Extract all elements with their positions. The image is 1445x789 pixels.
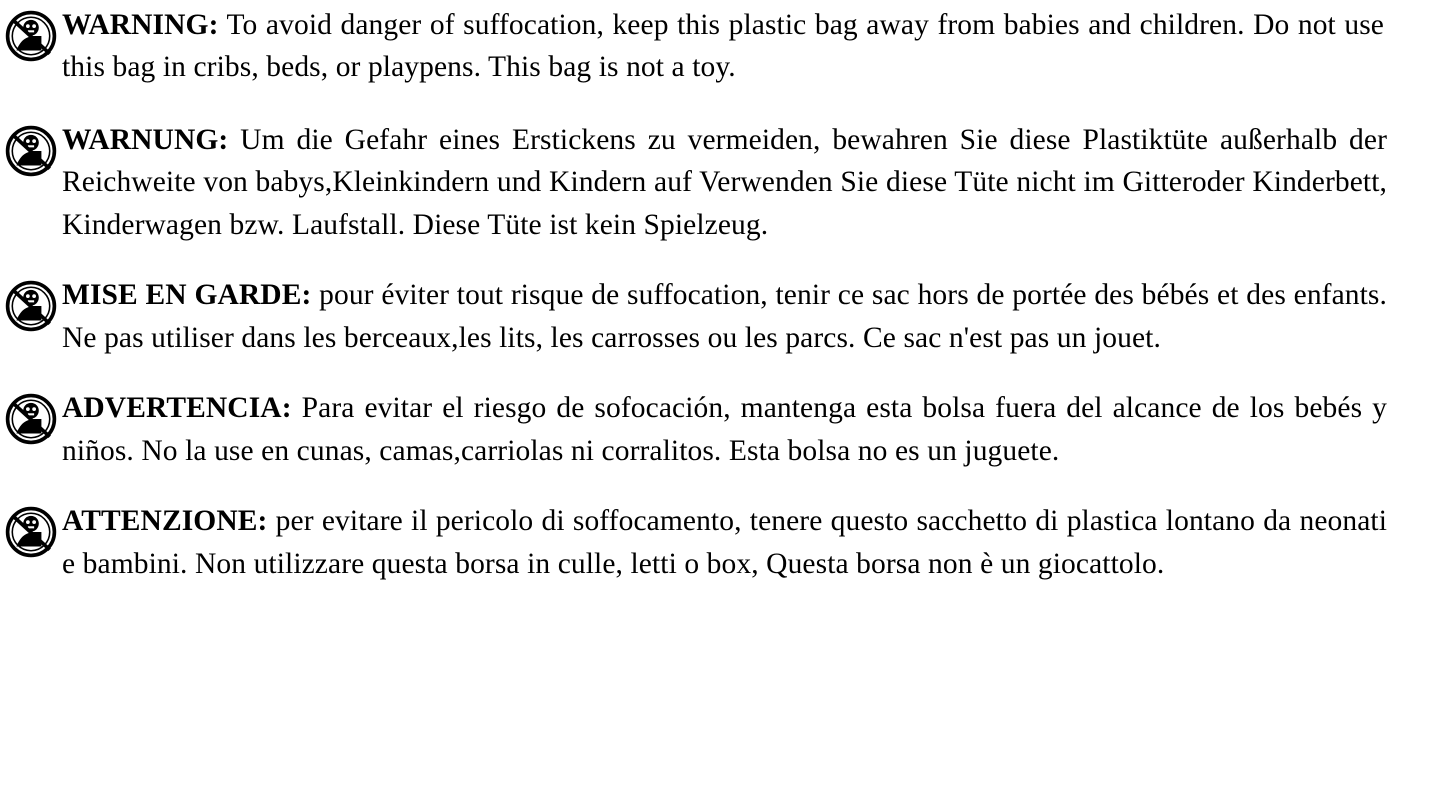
icon-cell (0, 119, 62, 177)
text-cell (62, 500, 1445, 585)
warning-body: Um die Gefahr eines Erstickens zu vermeiden, bewahren Sie diese Plastiktüte außerhalb der Reichweite von babys,Kleinkindern und Kindern auf Verwenden Sie diese Tüte nicht im Gitteroder Kinderbett, Kinderwagen bzw. Laufstall. Diese Tüte ist kein Spielzeug. (62, 123, 1387, 241)
text-cell (62, 274, 1445, 359)
icon-cell (0, 274, 62, 332)
suffocation-hazard-icon (5, 10, 57, 62)
warning-lead: ADVERTENCIA: (62, 392, 292, 425)
warning-item-german (0, 119, 1445, 246)
warning-lead: ATTENZIONE: (62, 505, 268, 538)
icon-cell (0, 500, 62, 558)
warning-lead: WARNUNG: (62, 123, 229, 156)
warning-body: pour éviter tout risque de suffocation, tenir ce sac hors de portée des bébés et des enfants. Ne pas utiliser dans les berceaux,les lits, les carrosses ou les parcs. Ce sac n'est pas un jouet. (62, 279, 1387, 354)
suffocation-hazard-icon (5, 393, 57, 445)
suffocation-hazard-icon (5, 506, 57, 558)
suffocation-hazard-icon (5, 125, 57, 177)
warning-lead: MISE EN GARDE: (62, 279, 312, 312)
warning-body: To avoid danger of suffocation, keep this plastic bag away from babies and children. Do not use this bag in cribs, beds, or playpens. This bag is not a toy. (62, 9, 1384, 84)
warning-lead: WARNING: (62, 9, 219, 41)
warning-body: per evitare il pericolo di soffocamento, tenere questo sacchetto di plastica lontano da neonati e bambini. Non utilizzare questa borsa in culle, letti o box, Questa borsa non è un giocattolo. (62, 505, 1387, 580)
warning-paragraph (62, 387, 1387, 472)
warning-paragraph (62, 500, 1387, 585)
text-cell (62, 4, 1445, 89)
suffocation-hazard-icon (5, 280, 57, 332)
warning-item-french (0, 274, 1445, 359)
warning-paragraph (62, 4, 1384, 89)
icon-cell (0, 387, 62, 445)
warning-paragraph (62, 274, 1387, 359)
icon-cell (0, 4, 62, 62)
warning-item-english (0, 4, 1445, 89)
warning-body: Para evitar el riesgo de sofocación, mantenga esta bolsa fuera del alcance de los bebés y niños. No la use en cunas, camas,carriolas ni corralitos. Esta bolsa no es un juguete. (62, 392, 1387, 467)
warning-item-italian (0, 500, 1445, 585)
warning-paragraph (62, 119, 1387, 246)
text-cell (62, 119, 1445, 246)
warning-item-spanish (0, 387, 1445, 472)
text-cell (62, 387, 1445, 472)
